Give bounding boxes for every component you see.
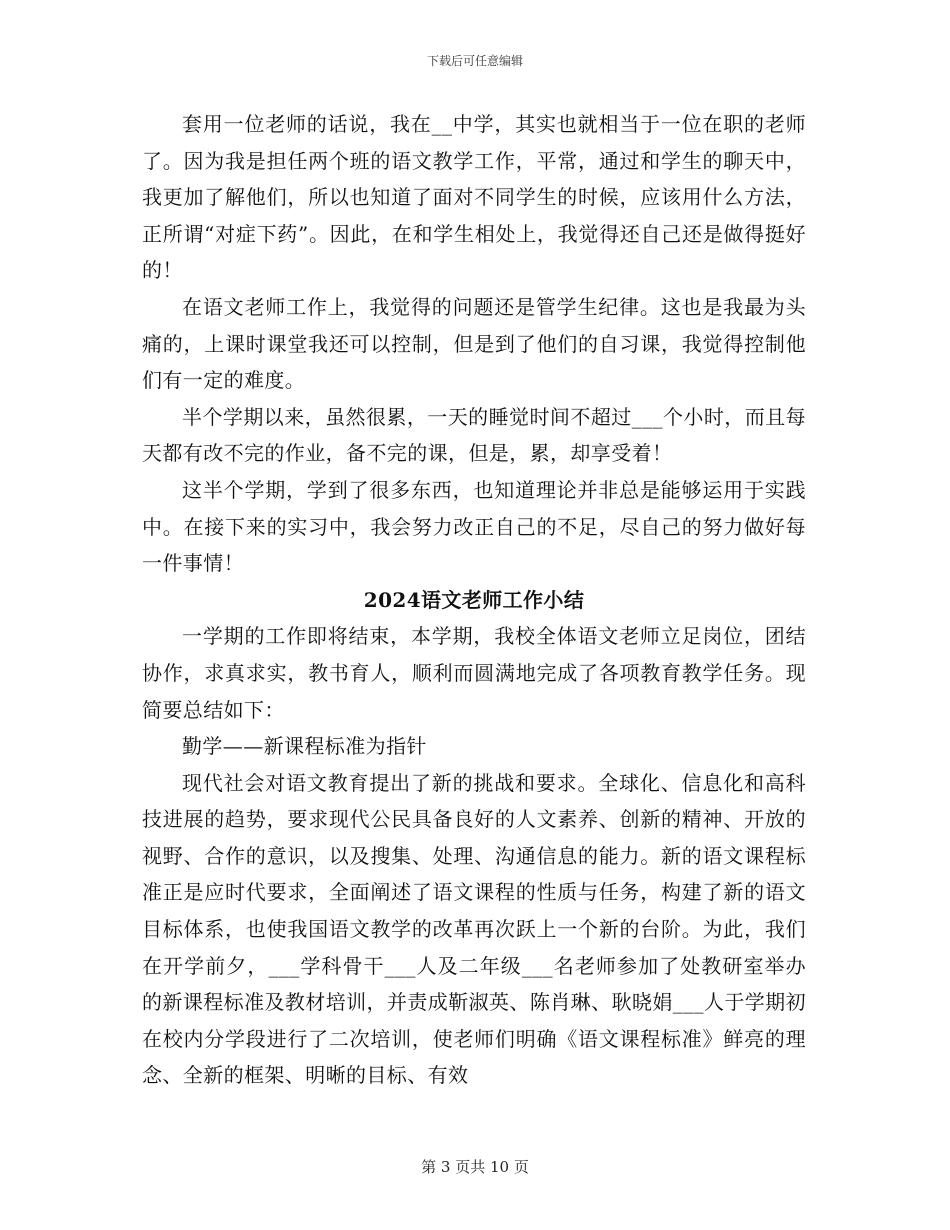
paragraph: 套用一位老师的话说，我在__中学，其实也就相当于一位在职的老师了。因为我是担任两个班的语文教学工作，平常，通过和学生的聊天中，我更加了解他们，所以也知道了面对不同学生的时候，应该用什么方法，正所谓“对症下药”。因此，在和学生相处上，我觉得还自己还是做得挺好的！ — [142, 112, 806, 283]
subheading: 勤学——新课程标准为指针 — [182, 734, 427, 759]
paragraph: 这半个学期，学到了很多东西，也知道理论并非总是能够运用于实践中。在接下来的实习中，我会努力改正自己的不足，尽自己的努力做好每一件事情！ — [142, 477, 806, 576]
paragraph: 在语文老师工作上，我觉得的问题还是管学生纪律。这也是我最为头痛的，上课时课堂我还可以控制，但是到了他们的自习课，我觉得控制他们有一定的难度。 — [142, 294, 806, 393]
paragraph: 一学期的工作即将结束，本学期，我校全体语文老师立足岗位，团结协作，求真求实，教书育人，顺利而圆满地完成了各项教育教学任务。现简要总结如下： — [142, 624, 806, 722]
paragraph: 现代社会对语文教育提出了新的挑战和要求。全球化、信息化和高科技进展的趋势，要求现代公民具备良好的人文素养、创新的精神、开放的视野、合作的意识，以及搜集、处理、沟通信息的能力。新的语文课程标准正是应时代要求，全面阐述了语文课程的性质与任务，构建了新的语文目标体系，也使我国语文教学的改革再次跃上一个新的台阶。为此，我们在开学前夕，___学科骨干___人及二年级___名老师参加了处教研室举办的新课程标准及教材培训，并责成靳淑英、陈肖琳、耿晓娟___人于学期初在校内分学段进行了二次培训，使老师们明确《语文课程标准》鲜亮的理念、全新的框架、明晰的目标、有效 — [142, 770, 806, 1088]
section-title: 2024语文老师工作小结 — [363, 587, 585, 612]
page-footer: 第 3 页共 10 页 — [421, 1158, 529, 1176]
paragraph: 半个学期以来，虽然很累，一天的睡觉时间不超过___个小时，而且每天都有改不完的作业，备不完的课，但是，累，却享受着！ — [142, 404, 806, 466]
page-header: 下载后可任意编辑 — [426, 54, 523, 68]
document-body — [142, 106, 806, 1094]
